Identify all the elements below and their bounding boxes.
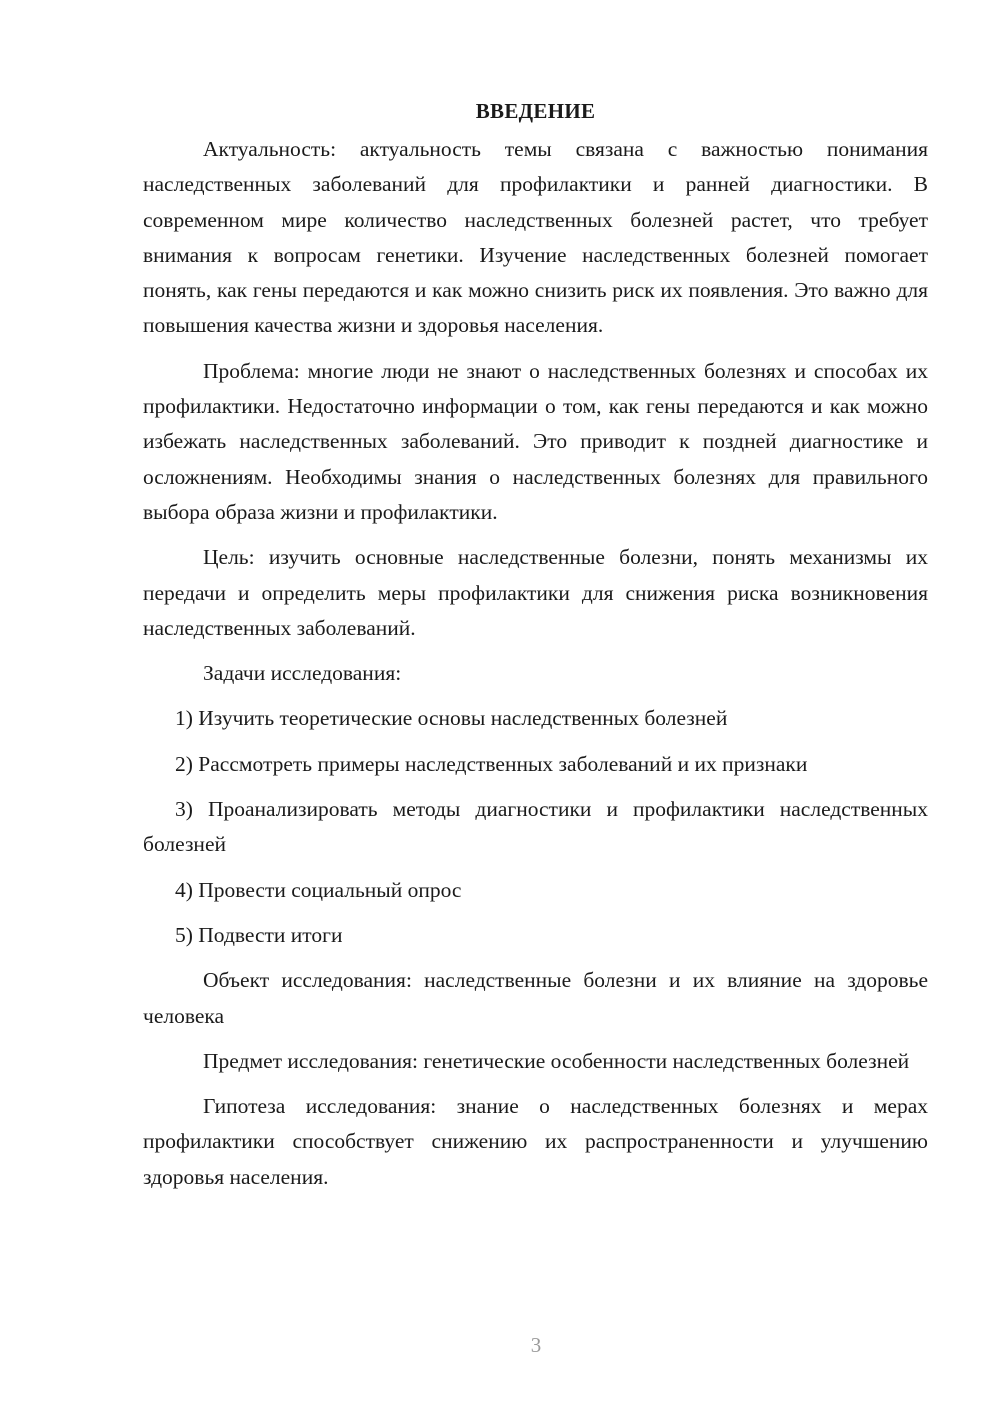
task-item-1: 1) Изучить теоретические основы наследственных болезней (175, 706, 728, 731)
tasks-heading: Задачи исследования: (203, 661, 402, 686)
task-item-2: 2) Рассмотреть примеры наследственных заболеваний и их признаки (175, 751, 808, 776)
page-number: 3 (530, 1333, 542, 1357)
task-item-4: 4) Провести социальный опрос (175, 877, 462, 902)
section-title: ВВЕДЕНИЕ (475, 99, 596, 123)
goal-paragraph: Цель: изучить основные наследственные болезни, понять механизмы их передачи и определить меры профилактики для снижения риска возникновения наследственных заболеваний. (143, 545, 928, 640)
document-body (143, 96, 928, 1205)
problem-paragraph: Проблема: многие люди не знают о наследственных болезнях и способах их профилактики. Недостаточно информации о том, как гены передаются и как можно избежать наследственных заболеваний. Это приводит к поздней диагностике и осложнениям. Необходимы знания о наследственных болезнях для правильного выбора образа жизни и профилактики. (143, 358, 928, 524)
hypothesis-paragraph: Гипотеза исследования: знание о наследственных болезнях и мерах профилактики способствует снижению их распространенности и улучшению здоровья населения. (143, 1094, 928, 1189)
task-item-3: 3) Проанализировать методы диагностики и профилактики наследственных болезней (143, 797, 928, 857)
object-paragraph: Объект исследования: наследственные болезни и их влияние на здоровье человека (143, 968, 928, 1028)
subject-paragraph: Предмет исследования: генетические особенности наследственных болезней (203, 1048, 910, 1073)
task-item-5: 5) Подвести итоги (175, 922, 343, 947)
relevance-paragraph: Актуальность: актуальность темы связана с важностью понимания наследственных заболеваний для профилактики и ранней диагностики. В современном мире количество наследственных болезней растет, что требует внимания к вопросам генетики. Изучение наследственных болезней помогает понять, как гены передаются и как можно снизить риск их появления. Это важно для повышения качества жизни и здоровья населения. (143, 137, 928, 338)
